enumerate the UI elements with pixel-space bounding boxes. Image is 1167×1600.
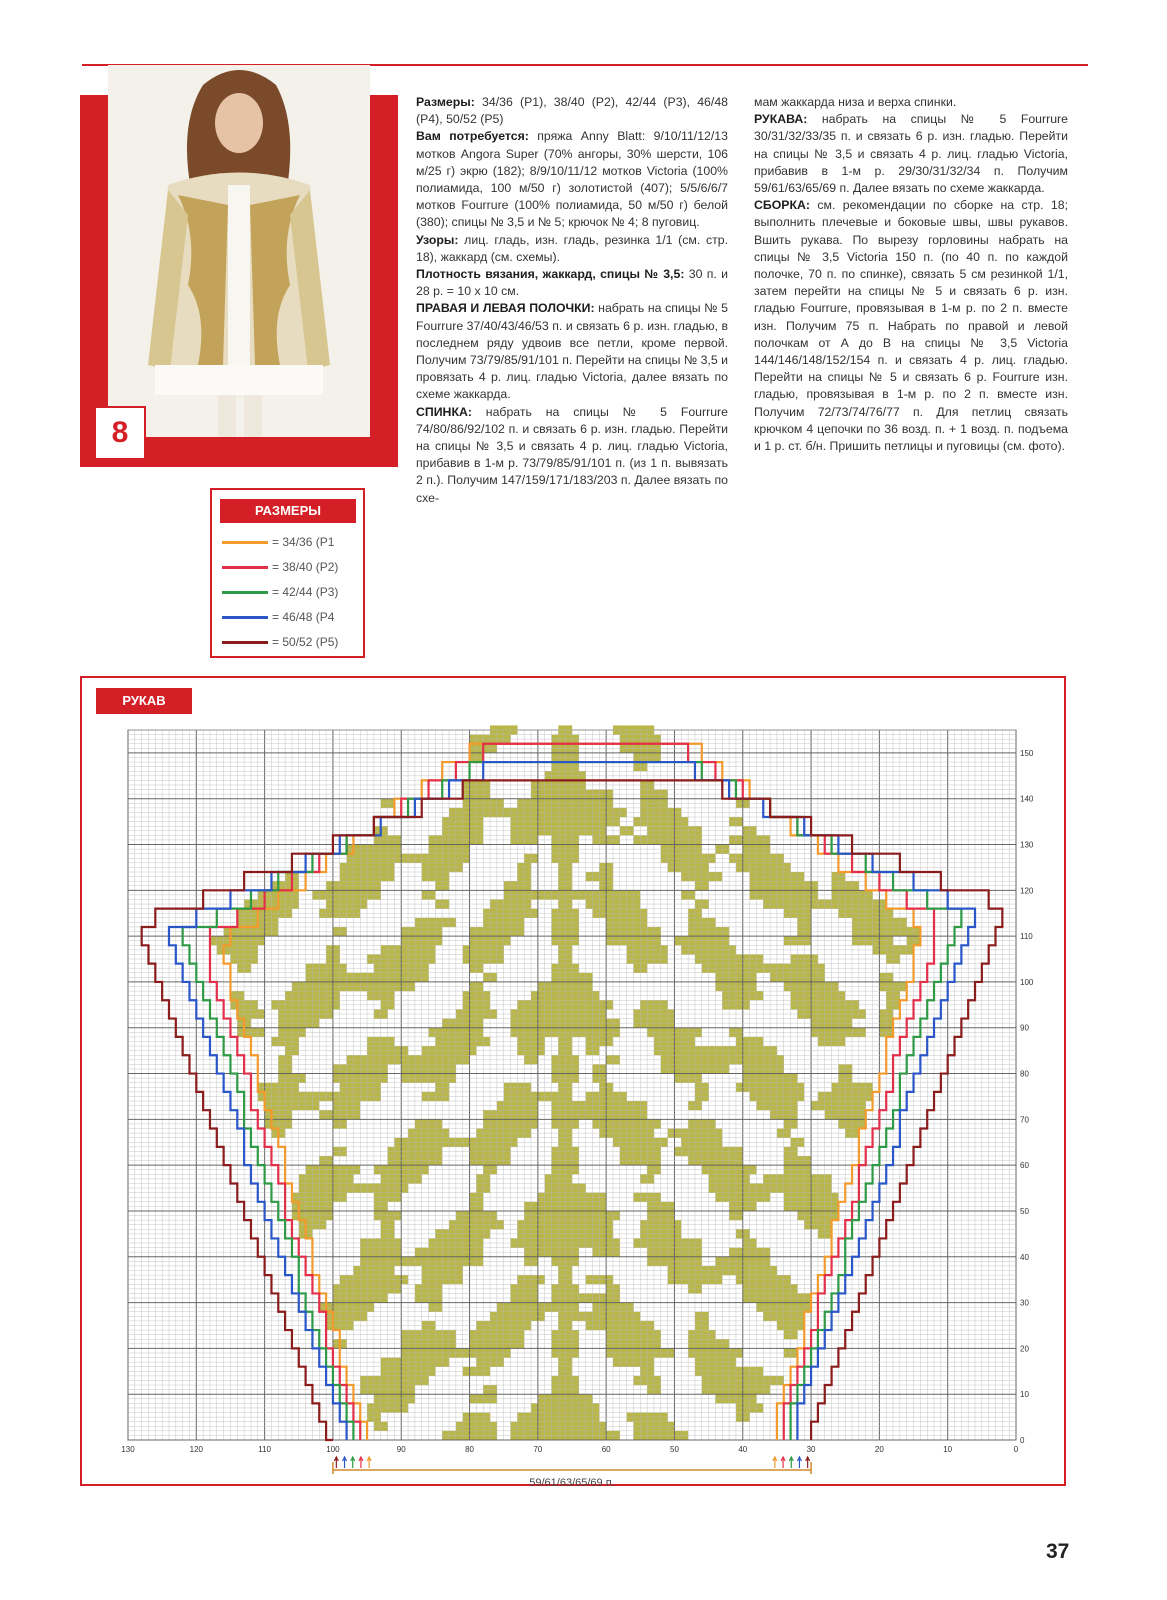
x-axis-tick-label: 0 — [1013, 1445, 1019, 1454]
instruction-heading: Размеры: — [416, 95, 475, 109]
y-axis-tick-label: 10 — [1020, 1390, 1029, 1400]
y-axis-tick-label: 50 — [1020, 1206, 1029, 1216]
size-start-arrow — [367, 1457, 371, 1468]
instruction-text: 34/36 (Р1), 38/40 (Р2), 42/44 (Р3), 46/48 (Р4), 50/52 (Р5) — [416, 95, 728, 127]
x-axis-tick-label: 120 — [189, 1445, 203, 1454]
instruction-text: лиц. гладь, изн. гладь, резинка 1/1 (см. стр. 18), жаккард (см. схемы). — [416, 232, 728, 264]
size-legend-label: = 42/44 (Р3) — [272, 585, 339, 599]
size-legend-label: = 50/52 (Р5) — [272, 635, 339, 649]
instruction-heading: Вам потребуется: — [416, 129, 529, 144]
x-axis-tick-label: 40 — [738, 1445, 748, 1454]
sizes-legend-title: РАЗМЕРЫ — [220, 499, 356, 523]
x-axis-tick-label: 80 — [465, 1445, 474, 1454]
model-number-badge: 8 — [94, 406, 146, 460]
y-axis-tick-label: 20 — [1020, 1344, 1029, 1354]
size-legend-label: = 46/48 (Р4 — [272, 610, 335, 624]
y-axis-tick-label: 40 — [1020, 1252, 1029, 1262]
y-axis-tick-label: 90 — [1020, 1023, 1029, 1033]
x-axis-tick-label: 30 — [806, 1445, 816, 1454]
size-legend-label: = 34/36 (Р1 — [272, 535, 335, 549]
instruction-text: набрать на спицы № 5 Fourrure 30/31/32/33/35 п. и связать 6 р. изн. гладью. Перейти на спицы № 3,5 и связать 4 р. лиц. гладью Victoria, прибавив в 1-м р. 29/30/31/32/34 п. Получим 59/61/63/65/69 п. Далее вязать по схеме жаккарда. — [754, 112, 1068, 196]
instruction-text: пряжа Anny Blatt: 9/10/11/12/13 мотков Angora Super (70% ангоры, 30% шерсти, 106 м/25 г) экрю (182); 8/9/10/11/12 мотков Victoria (100% полиамида, 100 м/50 г) золотистой (407); 5/5/6/6/7 мотков Fourrure (100% полиамида, 50 м/50 г) белой (380); спицы № 3,5 и № 5; крючок № 4; 8 пуговиц. — [416, 129, 728, 230]
y-axis-tick-label: 150 — [1020, 748, 1034, 758]
y-axis-tick-label: 80 — [1020, 1069, 1029, 1079]
x-axis-tick-label: 70 — [533, 1445, 543, 1454]
x-axis-tick-label: 60 — [601, 1445, 611, 1454]
y-axis-tick-label: 30 — [1020, 1298, 1029, 1308]
size-start-arrow — [797, 1457, 801, 1468]
x-axis-tick-label: 110 — [258, 1445, 271, 1454]
instruction-text: набрать на спицы № 5 Fourrure 37/40/43/46/53 п. и связать 6 р. изн. гладью, в последнем ряду удвоив все петли, кроме первой. Получим 73/79/85/91/101 п. Перейти на спицы № 3,5 и провязать 4 р. лиц. гладью Victoria, далее вязать по схеме жаккарда. — [416, 301, 728, 402]
x-axis-tick-label: 10 — [943, 1445, 953, 1454]
instruction-heading: ПРАВАЯ И ЛЕВАЯ ПОЛОЧКИ: — [416, 301, 595, 316]
page-number: 37 — [1046, 1540, 1070, 1563]
size-start-arrow — [343, 1457, 347, 1468]
instruction-text: набрать на спицы № 5 Fourrure 74/80/86/92/102 п. и связать 6 р. изн. гладью. Перейти на спицы № 3,5 и связать 4 р. лиц. гладью Victoria, прибавив в 1-м р. 73/79/85/91/101 п. (из 1 п. вывязать 2 п.). Получим 147/159/171/183/203 п. Далее вязать по схе- — [416, 404, 728, 505]
y-axis-tick-label: 0 — [1020, 1436, 1025, 1445]
instruction-text: мам жаккарда низа и верха спинки. — [754, 95, 957, 109]
y-axis-tick-label: 130 — [1020, 840, 1034, 850]
instruction-text: 30 п. и 28 р. = 10 х 10 см. — [416, 267, 728, 299]
x-axis-tick-label: 50 — [670, 1445, 679, 1454]
sleeve-chart-title: РУКАВ — [96, 688, 192, 714]
size-start-arrow — [789, 1457, 793, 1468]
stitch-count-label: 59/61/63/65/69 п. — [529, 1477, 615, 1489]
size-start-arrow — [806, 1457, 810, 1468]
y-axis-tick-label: 70 — [1020, 1115, 1029, 1125]
instruction-text: см. рекомендации по сборке на стр. 18; выполнить плечевые и боковые швы, швы рукавов. Вшить рукава. По вырезу горловины набрать на спицы № 3,5 Victoria 150 п. (по 40 п. по каждой полочке, 70 п. по спинке), связать 5 см резинкой 1/1, затем перейти на спицы № 5 и связать 6 р. изн. гладью Fourrure, провязывая в 1-м р. по 2 п. вместе изн. Получим 75 п. Набрать по правой и левой полочкам от А до В на спицы № 3,5 Victoria 144/146/148/152/154 п. и связать 4 р. лиц. гладью. Перейти на спицы № 5 и связать 6 р. Fourrure изн. гладью, провязывая в 1-м р. по 2 п. вместе изн. Получим 72/73/74/76/77 п. Для петлиц связать крючком 4 цепочки по 36 возд. п. + 1 возд. п. подъема и 1 р. ст. б/н. Пришить петлицы и пуговицы (см. фото). — [754, 198, 1068, 454]
instruction-heading: Плотность вязания, жаккард, спицы № 3,5: — [416, 267, 685, 282]
y-axis-tick-label: 110 — [1020, 932, 1033, 942]
x-axis-tick-label: 90 — [396, 1445, 406, 1454]
y-axis-tick-label: 100 — [1020, 977, 1034, 987]
size-legend-label: = 38/40 (Р2) — [272, 560, 339, 574]
y-axis-tick-label: 140 — [1020, 794, 1034, 804]
size-start-arrow — [781, 1457, 785, 1468]
size-start-arrow — [773, 1457, 777, 1468]
size-start-arrow — [359, 1457, 363, 1468]
instruction-heading: СПИНКА: — [416, 404, 472, 419]
instruction-heading: СБОРКА: — [754, 198, 810, 213]
x-axis-tick-label: 130 — [121, 1445, 135, 1454]
y-axis-tick-label: 120 — [1020, 886, 1034, 896]
y-axis-tick-label: 60 — [1020, 1161, 1029, 1171]
x-axis-tick-label: 20 — [874, 1445, 884, 1454]
instruction-heading: РУКАВА: — [754, 112, 808, 127]
x-axis-tick-label: 100 — [326, 1445, 340, 1454]
size-start-arrow — [334, 1457, 338, 1468]
size-start-arrow — [351, 1457, 355, 1468]
instruction-heading: Узоры: — [416, 232, 459, 247]
